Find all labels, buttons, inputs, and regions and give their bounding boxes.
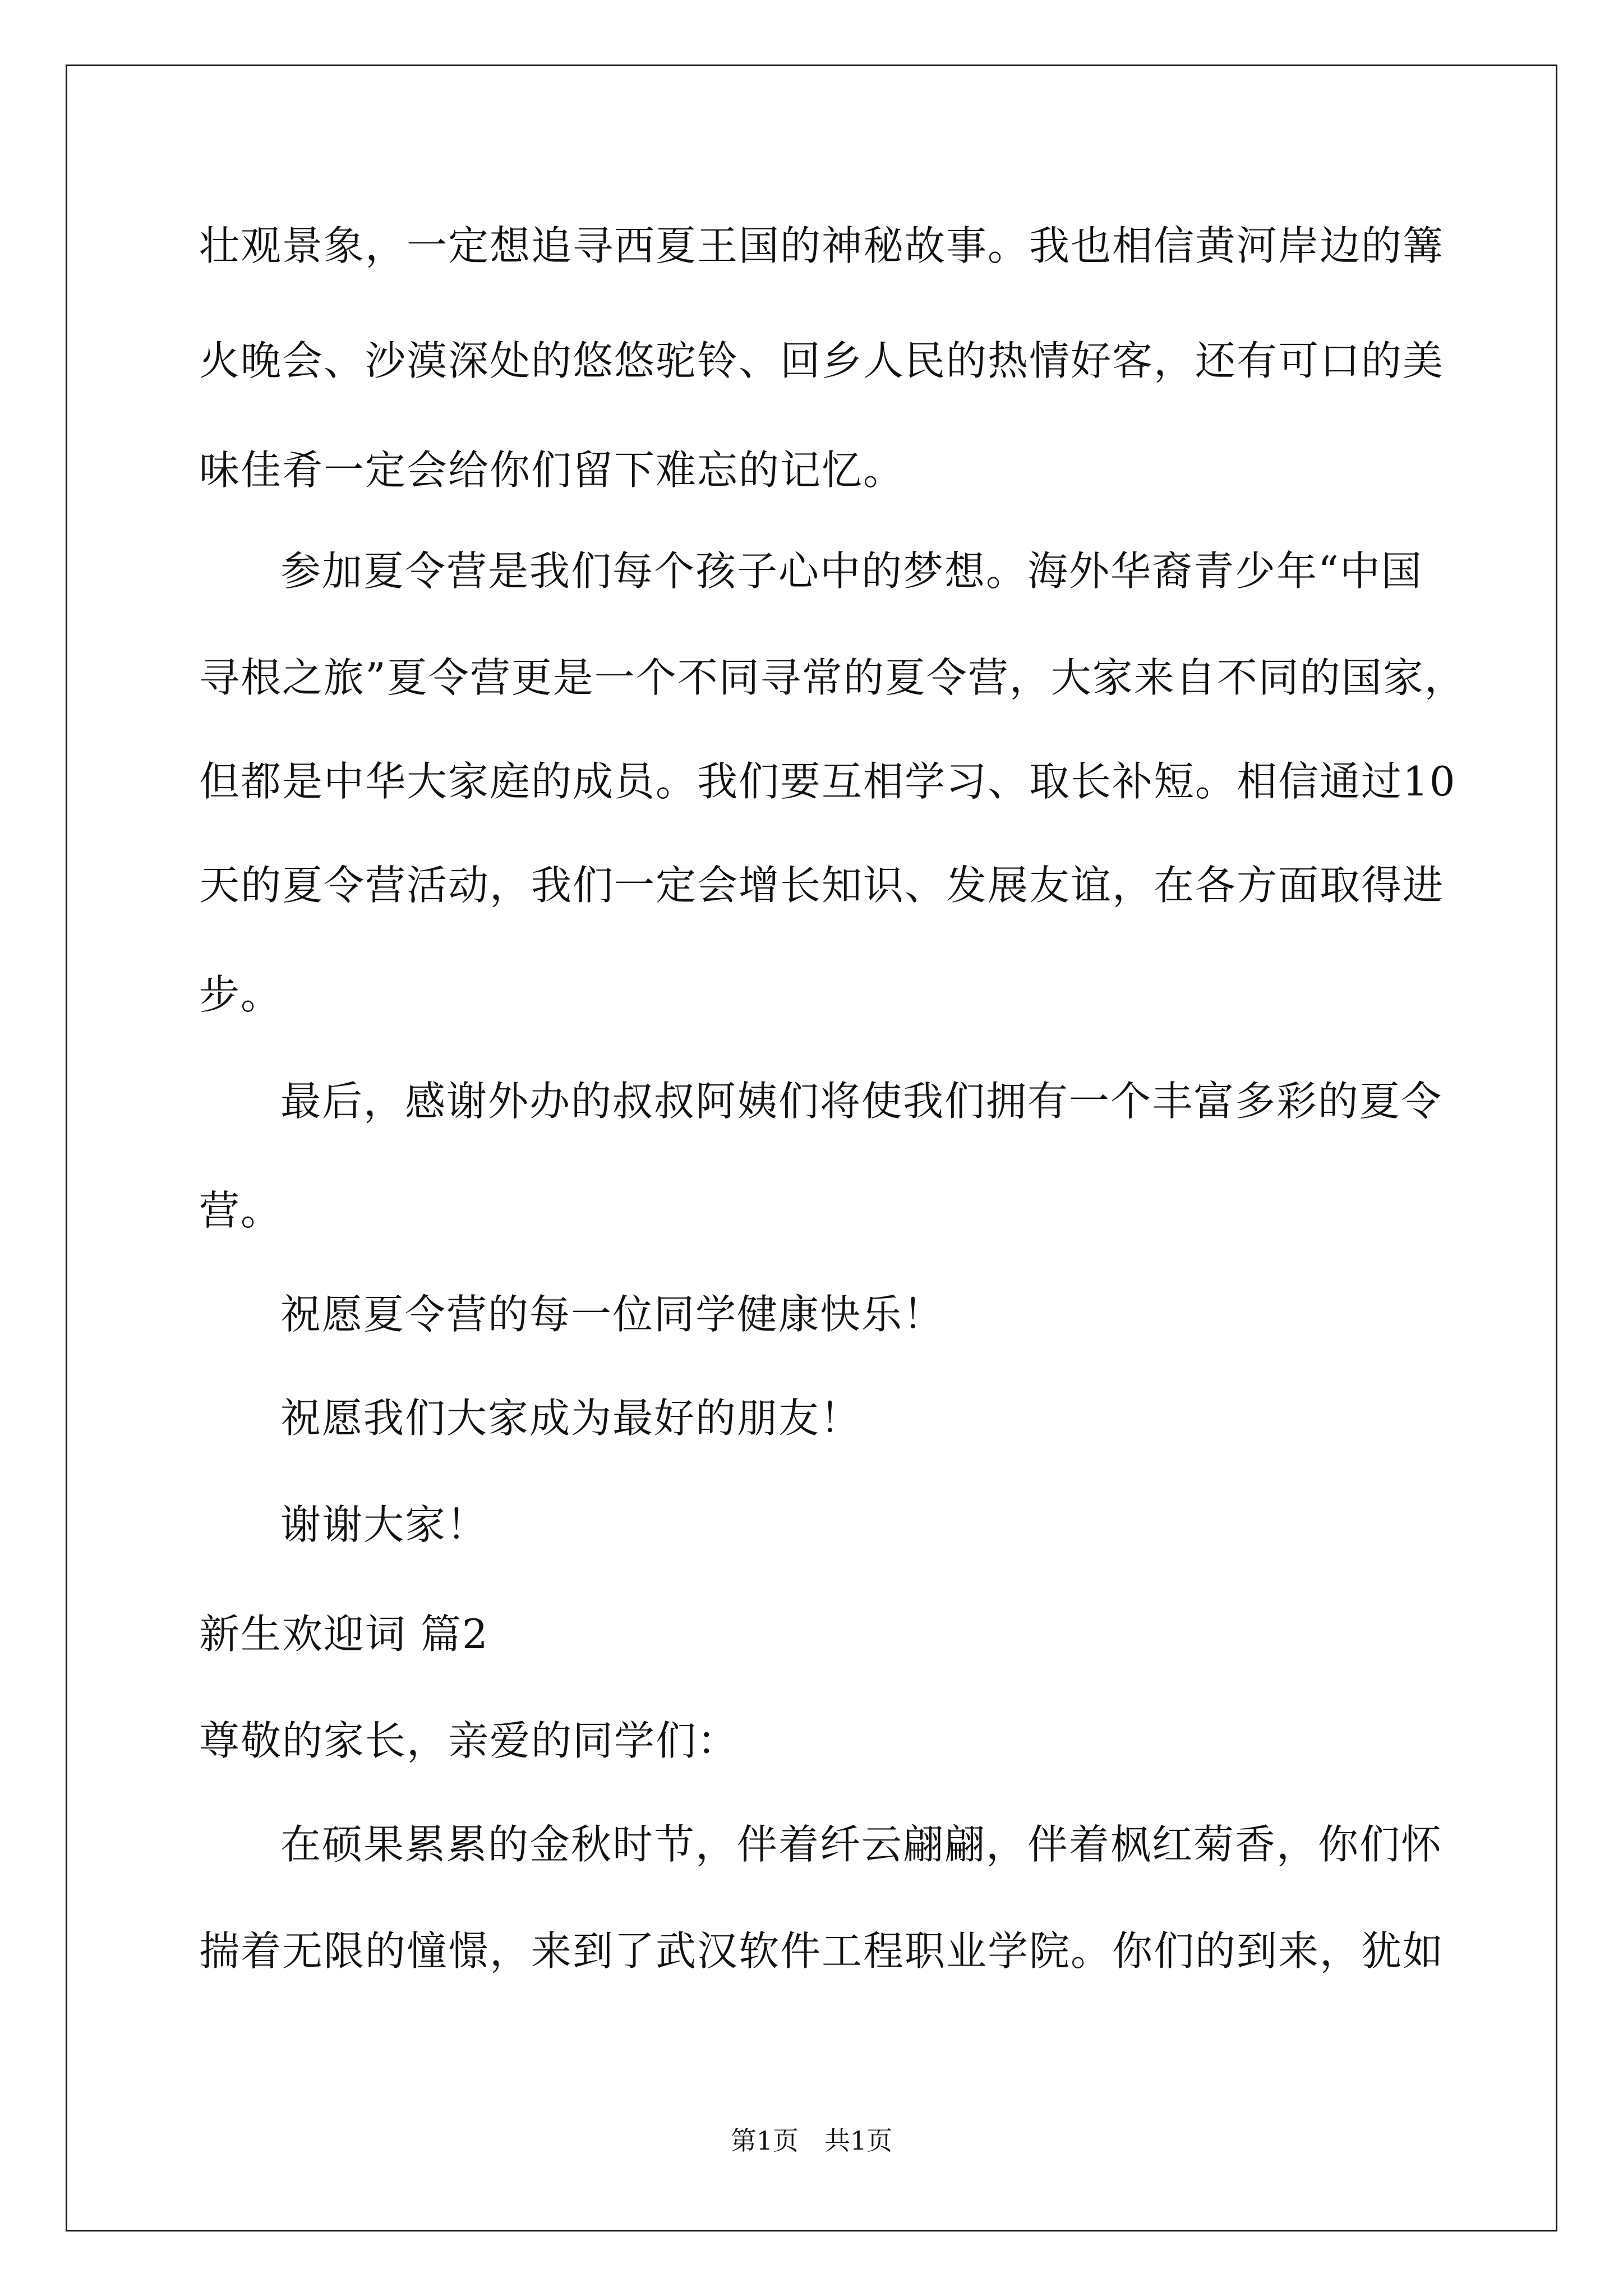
- page-border: [66, 65, 1557, 2231]
- body-line: 营。: [199, 1187, 283, 1234]
- section-heading: 新生欢迎词 篇2: [199, 1611, 489, 1658]
- paragraph-first-line: 最后，感谢外办的叔叔阿姨们将使我们拥有一个丰富多彩的夏令: [280, 1078, 1443, 1125]
- paragraph-first-line: 祝愿我们大家成为最好的朋友！: [280, 1395, 862, 1442]
- paragraph-first-line: 谢谢大家！: [280, 1501, 488, 1548]
- body-line: 寻根之旅”夏令营更是一个不同寻常的夏令营，大家来自不同的国家，: [199, 654, 1466, 701]
- body-line: 但都是中华大家庭的成员。我们要互相学习、取长补短。相信通过10: [199, 758, 1456, 805]
- body-line: 揣着无限的憧憬，来到了武汉软件工程职业学院。你们的到来，犹如: [199, 1927, 1445, 1975]
- body-line: 味佳肴一定会给你们留下难忘的记忆。: [199, 447, 905, 494]
- body-line: 步。: [199, 971, 283, 1018]
- body-line: 天的夏令营活动，我们一定会增长知识、发展友谊，在各方面取得进: [199, 862, 1445, 909]
- paragraph-first-line: 祝愿夏令营的每一位同学健康快乐！: [280, 1291, 945, 1338]
- paragraph-first-line: 在硕果累累的金秋时节，伴着纤云翩翩，伴着枫红菊香，你们怀: [280, 1821, 1443, 1868]
- paragraph-first-line: 参加夏令营是我们每个孩子心中的梦想。海外华裔青少年“中国: [280, 547, 1423, 595]
- page-number: 第1页 共1页: [730, 2125, 893, 2156]
- body-line: 壮观景象，一定想追寻西夏王国的神秘故事。我也相信黄河岸边的篝: [199, 222, 1445, 269]
- body-line: 火晚会、沙漠深处的悠悠驼铃、回乡人民的热情好客，还有可口的美: [199, 337, 1445, 384]
- salutation: 尊敬的家长，亲爱的同学们：: [199, 1717, 739, 1764]
